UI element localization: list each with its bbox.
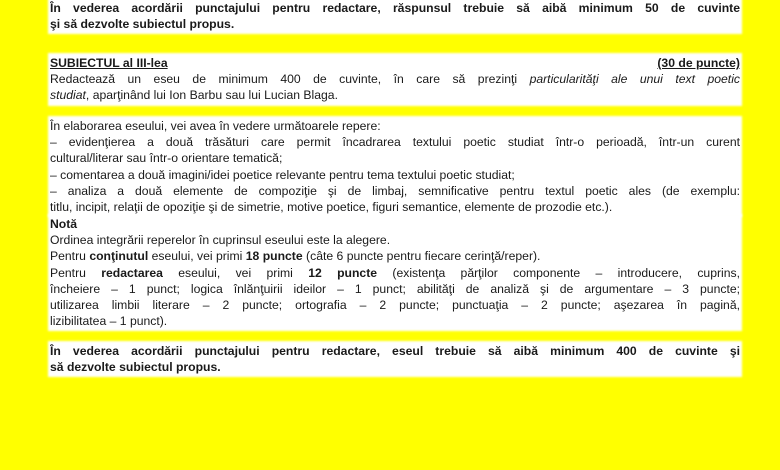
note-block bbox=[50, 216, 740, 329]
guidelines-intro: În elaborarea eseului, vei avea în vedere următoarele repere: bbox=[50, 119, 381, 133]
note-redactare-line-2: încheiere – 1 punct; logica înlănţuirii ideilor – 1 punct; abilităţi de analiză şi de argumentare – 3 puncte; bbox=[50, 281, 740, 296]
note-redactare-line-1 bbox=[50, 265, 740, 281]
note-redactare-line-3: utilizarea limbii literare – 2 puncte; ortografia – 2 puncte; punctuaţia – 2 puncte; aşezarea în pagină, bbox=[50, 297, 740, 312]
note-bold-text: redactarea bbox=[101, 265, 163, 280]
guideline-line-3: – comentarea a două imagini/idei poetice relevante pentru tema textului poetic studiat; bbox=[50, 167, 515, 182]
bottom-note-block bbox=[50, 343, 740, 375]
subject-header bbox=[50, 55, 740, 71]
note-order: Ordinea integrării reperelor în cuprinsul eseului este la alegere. bbox=[50, 233, 391, 248]
note-title: Notă bbox=[50, 217, 78, 231]
note-redactare-line-4: lizibilitatea – 1 punct). bbox=[50, 314, 168, 329]
top-note-block bbox=[50, 0, 740, 32]
task-italic-text-2: studiat bbox=[50, 88, 86, 103]
note-content-line bbox=[50, 248, 740, 264]
task-italic-text: particularităţi ale unui text poetic bbox=[529, 72, 740, 87]
task-text-2: , aparţinând lui Ion Barbu sau lui Lucian Blaga. bbox=[85, 88, 338, 103]
note-text: Pentru bbox=[50, 249, 86, 264]
note-text: Pentru bbox=[50, 265, 86, 280]
note-bold-text: conţinutul bbox=[89, 249, 149, 264]
guideline-line-4: – analiza a două elemente de compoziţie şi de limbaj, semnificative pentru textul poetic ales (de exemplu: bbox=[50, 183, 740, 198]
bottom-note-line-2: să dezvolte subiectul propus. bbox=[50, 360, 221, 375]
guidelines-block bbox=[50, 118, 740, 215]
subject-three-block bbox=[50, 55, 740, 104]
task-line-2 bbox=[50, 87, 740, 103]
top-note-line-2: şi să dezvolte subiectul propus. bbox=[50, 17, 235, 32]
note-bold-points: 18 puncte bbox=[245, 249, 303, 264]
guideline-line-5: titlu, incipit, relaţii de opoziţie şi de simetrie, motive poetice, figuri semantice, elemente de prozodie etc.). bbox=[50, 199, 613, 214]
note-text: (existenţa părţilor componente – introducere, cuprins, bbox=[392, 265, 740, 280]
note-text: eseului, vei primi bbox=[178, 265, 293, 280]
top-note-line-1: În vederea acordării punctajului pentru redactare, răspunsul trebuie să aibă minimum 50 de cuvinte bbox=[50, 1, 740, 15]
note-text: (câte 6 puncte pentru fiecare cerinţă/reper). bbox=[306, 249, 541, 264]
subject-title: SUBIECTUL al III-lea bbox=[50, 56, 168, 70]
subject-points: (30 de puncte) bbox=[657, 56, 740, 70]
task-text: Redactează un eseu de minimum 400 de cuvinte, în care să prezinţi bbox=[50, 72, 518, 87]
note-text: eseului, vei primi bbox=[151, 249, 243, 264]
bottom-note-line-1: În vederea acordării punctajului pentru redactare, eseul trebuie să aibă minimum 400 de cuvinte şi bbox=[50, 344, 740, 358]
guideline-line-1: – evidenţierea a două trăsături care permit încadrarea textului poetic studiat într-o perioadă, într-un curent bbox=[50, 135, 740, 150]
guideline-line-2: cultural/literar sau într-o orientare tematică; bbox=[50, 151, 283, 166]
task-line-1 bbox=[50, 71, 740, 87]
note-bold-points: 12 puncte bbox=[308, 265, 378, 280]
